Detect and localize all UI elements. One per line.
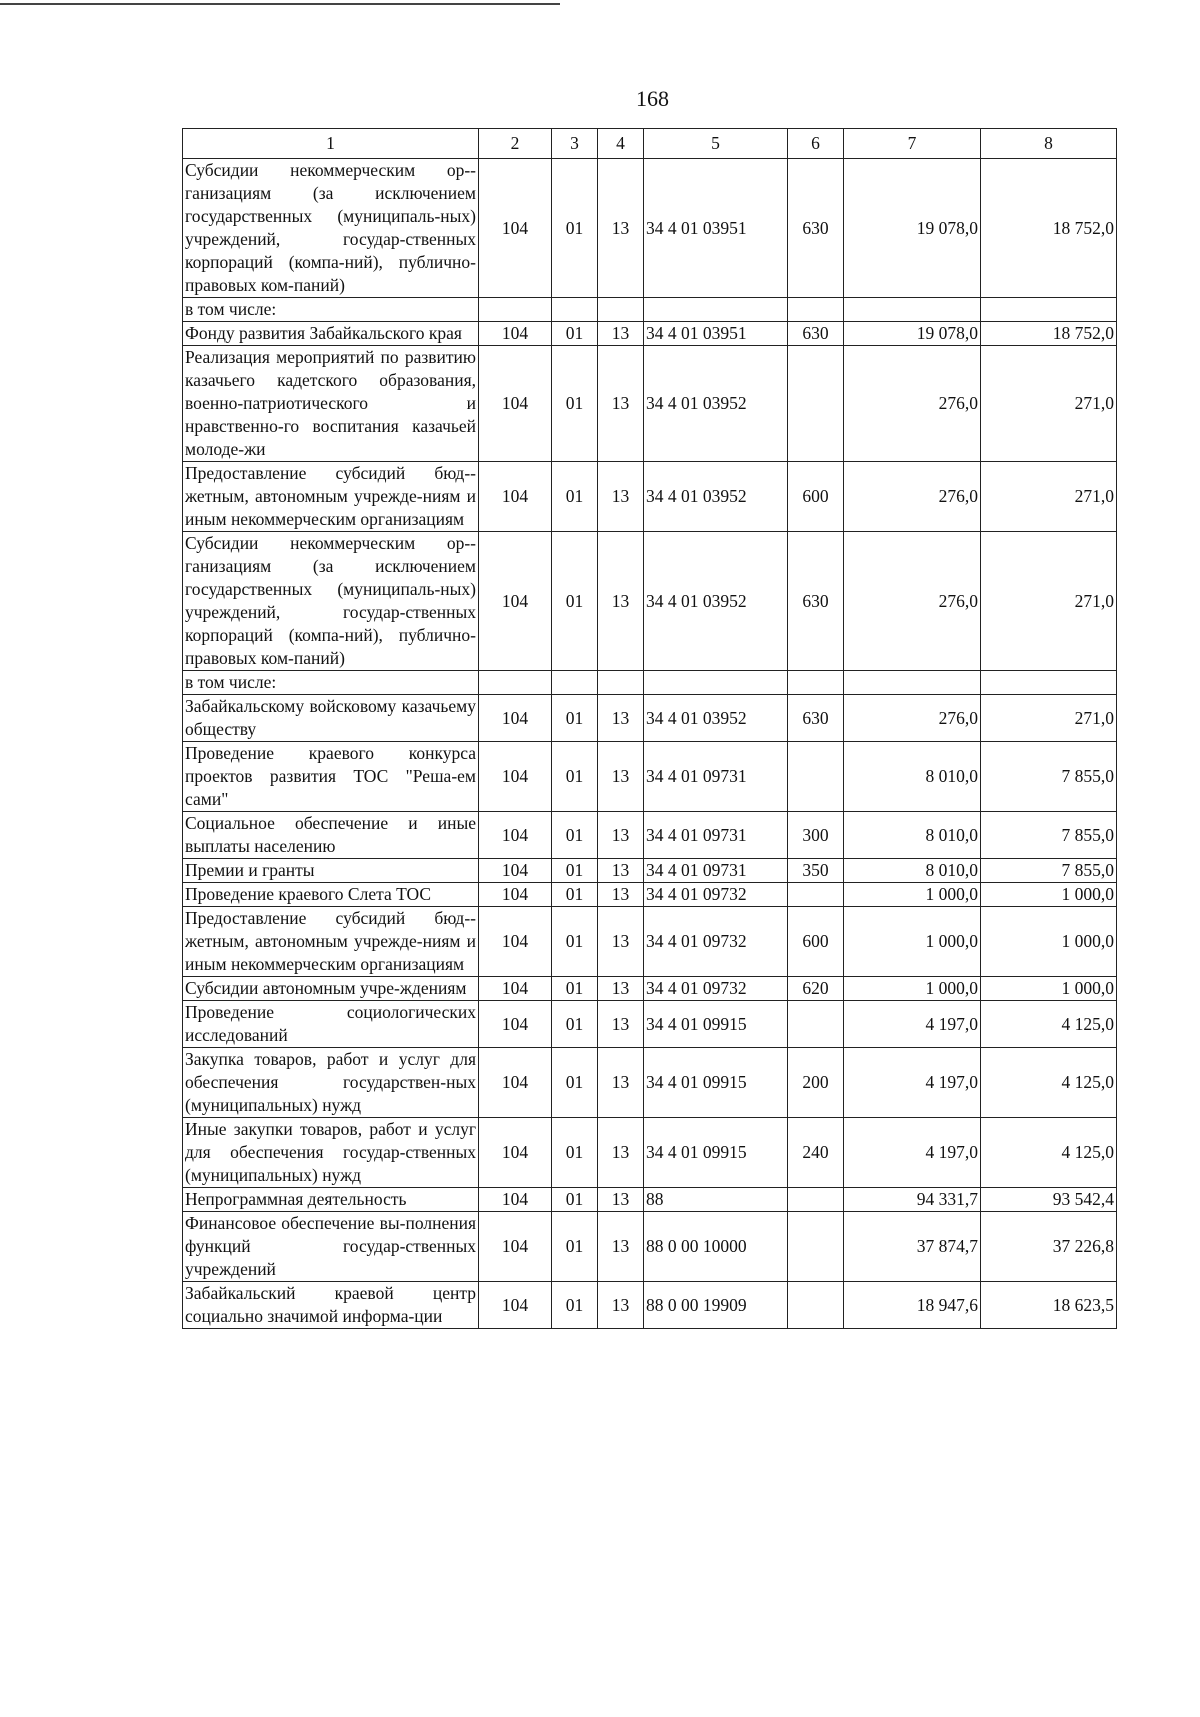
row-name-cell: Фонду развития Забайкальского края <box>183 322 479 346</box>
amount-col8-cell: 18 623,5 <box>981 1282 1117 1329</box>
expense-type-cell: 350 <box>788 859 844 883</box>
target-article-cell: 34 4 01 09731 <box>644 859 788 883</box>
amount-col8-cell: 18 752,0 <box>981 322 1117 346</box>
expense-type-cell <box>788 742 844 812</box>
amount-col7-cell: 4 197,0 <box>844 1048 981 1118</box>
subsection-cell: 13 <box>598 346 644 462</box>
amount-col7-cell: 1 000,0 <box>844 977 981 1001</box>
ministry-code-cell: 104 <box>479 1048 552 1118</box>
expense-type-cell <box>788 1188 844 1212</box>
target-article-cell <box>644 671 788 695</box>
expense-type-cell: 300 <box>788 812 844 859</box>
column-header: 6 <box>788 129 844 159</box>
amount-col8-cell: 1 000,0 <box>981 907 1117 977</box>
table-row <box>183 462 1117 532</box>
amount-col8-cell: 271,0 <box>981 532 1117 671</box>
section-cell: 01 <box>552 859 598 883</box>
amount-col7-cell: 276,0 <box>844 346 981 462</box>
row-name-cell: Финансовое обеспечение вы-полнения функций государ-ственных учреждений <box>183 1212 479 1282</box>
subsection-cell: 13 <box>598 1001 644 1048</box>
column-header: 8 <box>981 129 1117 159</box>
table-row <box>183 322 1117 346</box>
subsection-cell: 13 <box>598 883 644 907</box>
subsection-cell: 13 <box>598 1048 644 1118</box>
row-name-cell: в том числе: <box>183 671 479 695</box>
column-header: 5 <box>644 129 788 159</box>
target-article-cell: 34 4 01 09915 <box>644 1118 788 1188</box>
amount-col7-cell: 4 197,0 <box>844 1118 981 1188</box>
section-cell: 01 <box>552 977 598 1001</box>
table-row <box>183 883 1117 907</box>
expense-type-cell: 630 <box>788 695 844 742</box>
target-article-cell: 88 0 00 19909 <box>644 1282 788 1329</box>
section-cell: 01 <box>552 907 598 977</box>
expense-type-cell: 200 <box>788 1048 844 1118</box>
section-cell: 01 <box>552 1001 598 1048</box>
table-row <box>183 671 1117 695</box>
table-row <box>183 298 1117 322</box>
amount-col7-cell: 276,0 <box>844 462 981 532</box>
table-row <box>183 812 1117 859</box>
table-row <box>183 532 1117 671</box>
subsection-cell: 13 <box>598 1212 644 1282</box>
subsection-cell <box>598 298 644 322</box>
amount-col8-cell: 7 855,0 <box>981 859 1117 883</box>
subsection-cell: 13 <box>598 859 644 883</box>
amount-col8-cell: 271,0 <box>981 695 1117 742</box>
section-cell: 01 <box>552 1188 598 1212</box>
amount-col8-cell: 18 752,0 <box>981 159 1117 298</box>
expense-type-cell <box>788 298 844 322</box>
ministry-code-cell: 104 <box>479 322 552 346</box>
subsection-cell: 13 <box>598 907 644 977</box>
amount-col8-cell: 4 125,0 <box>981 1118 1117 1188</box>
amount-col7-cell: 37 874,7 <box>844 1212 981 1282</box>
ministry-code-cell: 104 <box>479 977 552 1001</box>
column-header: 4 <box>598 129 644 159</box>
amount-col8-cell: 271,0 <box>981 462 1117 532</box>
section-cell: 01 <box>552 532 598 671</box>
table-row <box>183 1048 1117 1118</box>
subsection-cell: 13 <box>598 695 644 742</box>
target-article-cell: 34 4 01 09732 <box>644 977 788 1001</box>
section-cell <box>552 298 598 322</box>
amount-col8-cell: 7 855,0 <box>981 812 1117 859</box>
page-number: 168 <box>636 86 669 111</box>
header-row <box>183 129 1117 159</box>
section-cell: 01 <box>552 695 598 742</box>
amount-col7-cell: 19 078,0 <box>844 159 981 298</box>
expense-type-cell: 630 <box>788 322 844 346</box>
section-cell: 01 <box>552 1282 598 1329</box>
expense-type-cell <box>788 1001 844 1048</box>
row-name-cell: Предоставление субсидий бюд-жетным, автономным учрежде-ниям и иным некоммерческим организациям <box>183 462 479 532</box>
table-row <box>183 1118 1117 1188</box>
table-row <box>183 742 1117 812</box>
ministry-code-cell: 104 <box>479 742 552 812</box>
amount-col8-cell: 1 000,0 <box>981 883 1117 907</box>
target-article-cell: 34 4 01 03951 <box>644 322 788 346</box>
ministry-code-cell: 104 <box>479 859 552 883</box>
expense-type-cell: 620 <box>788 977 844 1001</box>
target-article-cell: 34 4 01 09915 <box>644 1001 788 1048</box>
expense-type-cell: 630 <box>788 532 844 671</box>
ministry-code-cell: 104 <box>479 346 552 462</box>
section-cell: 01 <box>552 1118 598 1188</box>
row-name-cell: Предоставление субсидий бюд-жетным, автономным учрежде-ниям и иным некоммерческим организациям <box>183 907 479 977</box>
table-row <box>183 1188 1117 1212</box>
target-article-cell: 34 4 01 09732 <box>644 907 788 977</box>
expense-type-cell <box>788 1282 844 1329</box>
amount-col7-cell <box>844 298 981 322</box>
target-article-cell: 34 4 01 03952 <box>644 462 788 532</box>
section-cell: 01 <box>552 1212 598 1282</box>
row-name-cell: Непрограммная деятельность <box>183 1188 479 1212</box>
row-name-cell: Закупка товаров, работ и услуг для обеспечения государствен-ных (муниципальных) нужд <box>183 1048 479 1118</box>
table-row <box>183 1001 1117 1048</box>
ministry-code-cell <box>479 298 552 322</box>
subsection-cell: 13 <box>598 159 644 298</box>
section-cell: 01 <box>552 883 598 907</box>
amount-col7-cell: 94 331,7 <box>844 1188 981 1212</box>
amount-col7-cell: 276,0 <box>844 532 981 671</box>
row-name-cell: Забайкальский краевой центр социально значимой информа-ции <box>183 1282 479 1329</box>
column-header: 2 <box>479 129 552 159</box>
expense-type-cell <box>788 671 844 695</box>
amount-col8-cell <box>981 671 1117 695</box>
row-name-cell: Иные закупки товаров, работ и услуг для обеспечения государ-ственных (муниципальных) нужд <box>183 1118 479 1188</box>
target-article-cell: 34 4 01 09731 <box>644 812 788 859</box>
target-article-cell <box>644 298 788 322</box>
ministry-code-cell: 104 <box>479 883 552 907</box>
target-article-cell: 88 0 00 10000 <box>644 1212 788 1282</box>
subsection-cell: 13 <box>598 462 644 532</box>
amount-col8-cell <box>981 298 1117 322</box>
target-article-cell: 34 4 01 03952 <box>644 695 788 742</box>
subsection-cell: 13 <box>598 1282 644 1329</box>
table-row <box>183 695 1117 742</box>
amount-col8-cell: 4 125,0 <box>981 1001 1117 1048</box>
ministry-code-cell: 104 <box>479 1188 552 1212</box>
amount-col7-cell: 8 010,0 <box>844 859 981 883</box>
amount-col7-cell: 8 010,0 <box>844 742 981 812</box>
subsection-cell: 13 <box>598 812 644 859</box>
row-name-cell: Реализация мероприятий по развитию казачьего кадетского образования, военно-патриотического и нравственно-го воспитания казачьей молоде-жи <box>183 346 479 462</box>
section-cell: 01 <box>552 346 598 462</box>
amount-col8-cell: 7 855,0 <box>981 742 1117 812</box>
expense-type-cell <box>788 883 844 907</box>
subsection-cell: 13 <box>598 1118 644 1188</box>
subsection-cell: 13 <box>598 532 644 671</box>
amount-col7-cell: 276,0 <box>844 695 981 742</box>
table-row <box>183 907 1117 977</box>
target-article-cell: 34 4 01 03952 <box>644 532 788 671</box>
amount-col7-cell: 4 197,0 <box>844 1001 981 1048</box>
subsection-cell: 13 <box>598 322 644 346</box>
target-article-cell: 34 4 01 03952 <box>644 346 788 462</box>
ministry-code-cell: 104 <box>479 532 552 671</box>
section-cell: 01 <box>552 322 598 346</box>
subsection-cell: 13 <box>598 977 644 1001</box>
row-name-cell: Социальное обеспечение и иные выплаты населению <box>183 812 479 859</box>
target-article-cell: 34 4 01 09915 <box>644 1048 788 1118</box>
row-name-cell: Проведение социологических исследований <box>183 1001 479 1048</box>
table-row <box>183 977 1117 1001</box>
target-article-cell: 34 4 01 09731 <box>644 742 788 812</box>
target-article-cell: 34 4 01 03951 <box>644 159 788 298</box>
amount-col7-cell: 8 010,0 <box>844 812 981 859</box>
expense-type-cell: 600 <box>788 462 844 532</box>
amount-col7-cell <box>844 671 981 695</box>
amount-col8-cell: 93 542,4 <box>981 1188 1117 1212</box>
amount-col8-cell: 4 125,0 <box>981 1048 1117 1118</box>
column-header: 1 <box>183 129 479 159</box>
amount-col8-cell: 1 000,0 <box>981 977 1117 1001</box>
ministry-code-cell: 104 <box>479 1282 552 1329</box>
section-cell: 01 <box>552 742 598 812</box>
ministry-code-cell <box>479 671 552 695</box>
table-row <box>183 1212 1117 1282</box>
table-row <box>183 859 1117 883</box>
row-name-cell: Субсидии некоммерческим ор-ганизациям (за исключением государственных (муниципаль-ных) учреждений, государ-ственных корпораций (компа-ний), публично-правовых ком-паний) <box>183 532 479 671</box>
table-row <box>183 1282 1117 1329</box>
row-name-cell: Субсидии некоммерческим ор-ганизациям (за исключением государственных (муниципаль-ных) учреждений, государ-ственных корпораций (компа-ний), публично-правовых ком-паний) <box>183 159 479 298</box>
ministry-code-cell: 104 <box>479 1001 552 1048</box>
ministry-code-cell: 104 <box>479 159 552 298</box>
row-name-cell: Субсидии автономным учре-ждениям <box>183 977 479 1001</box>
row-name-cell: Проведение краевого Слета ТОС <box>183 883 479 907</box>
ministry-code-cell: 104 <box>479 695 552 742</box>
row-name-cell: Премии и гранты <box>183 859 479 883</box>
target-article-cell: 88 <box>644 1188 788 1212</box>
section-cell: 01 <box>552 812 598 859</box>
column-header: 7 <box>844 129 981 159</box>
ministry-code-cell: 104 <box>479 1212 552 1282</box>
subsection-cell <box>598 671 644 695</box>
ministry-code-cell: 104 <box>479 462 552 532</box>
ministry-code-cell: 104 <box>479 812 552 859</box>
expense-type-cell <box>788 1212 844 1282</box>
table-row <box>183 159 1117 298</box>
expense-type-cell: 600 <box>788 907 844 977</box>
budget-table <box>182 128 1117 1329</box>
amount-col7-cell: 18 947,6 <box>844 1282 981 1329</box>
section-cell: 01 <box>552 1048 598 1118</box>
amount-col7-cell: 1 000,0 <box>844 883 981 907</box>
amount-col7-cell: 1 000,0 <box>844 907 981 977</box>
column-header: 3 <box>552 129 598 159</box>
expense-type-cell: 240 <box>788 1118 844 1188</box>
subsection-cell: 13 <box>598 742 644 812</box>
amount-col8-cell: 271,0 <box>981 346 1117 462</box>
amount-col8-cell: 37 226,8 <box>981 1212 1117 1282</box>
row-name-cell: Проведение краевого конкурса проектов развития ТОС "Реша-ем сами" <box>183 742 479 812</box>
expense-type-cell: 630 <box>788 159 844 298</box>
expense-type-cell <box>788 346 844 462</box>
row-name-cell: в том числе: <box>183 298 479 322</box>
top-scan-rule <box>0 3 560 5</box>
section-cell <box>552 671 598 695</box>
ministry-code-cell: 104 <box>479 1118 552 1188</box>
subsection-cell: 13 <box>598 1188 644 1212</box>
amount-col7-cell: 19 078,0 <box>844 322 981 346</box>
target-article-cell: 34 4 01 09732 <box>644 883 788 907</box>
section-cell: 01 <box>552 462 598 532</box>
table-row <box>183 346 1117 462</box>
section-cell: 01 <box>552 159 598 298</box>
row-name-cell: Забайкальскому войсковому казачьему обществу <box>183 695 479 742</box>
ministry-code-cell: 104 <box>479 907 552 977</box>
